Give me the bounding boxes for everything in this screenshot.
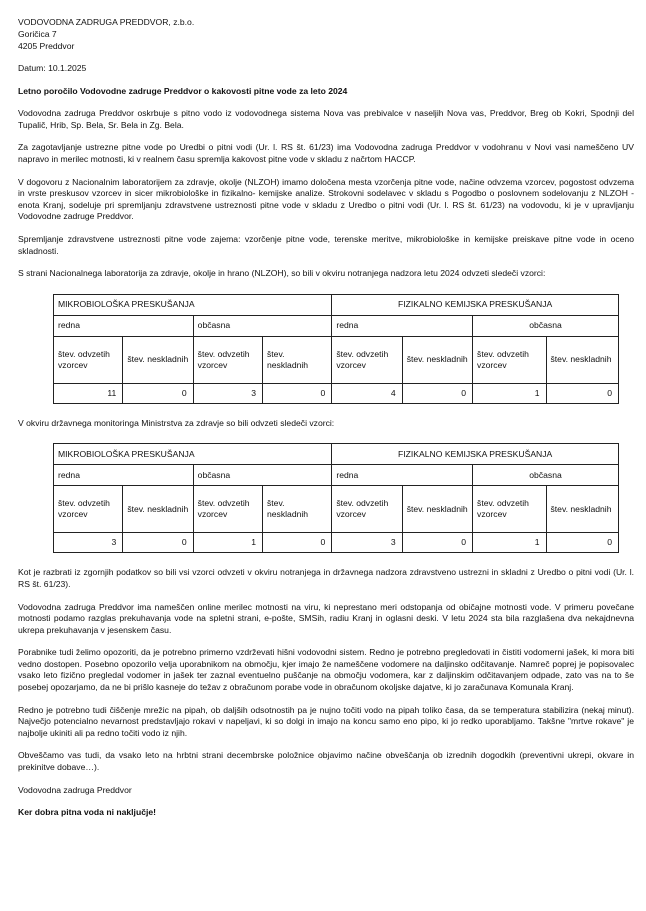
col-noncompliant: štev. neskladnih <box>262 486 331 533</box>
paragraph-notifications: Obveščamo vas tudi, da vsako leto na hrbtni strani decembrske položnice objavimo načine obveščanja ob izrednih dogodkih (preventivni ukrepi, okvare in prekinitve dobave…). <box>18 750 634 773</box>
value-cell: 3 <box>54 533 123 553</box>
phys-header: FIZIKALNO KEMIJSKA PRESKUŠANJA <box>332 294 619 315</box>
col-noncompliant: štev. neskladnih <box>262 336 331 383</box>
value-cell: 4 <box>332 383 402 403</box>
phys-occasional-header: občasna <box>473 315 619 336</box>
col-taken: štev. odvzetih vzorcev <box>473 336 546 383</box>
micro-regular-header: redna <box>54 465 194 486</box>
micro-header: MIKROBIOLOŠKA PRESKUŠANJA <box>54 444 332 465</box>
paragraph-monitoring-scope: Spremljanje zdravstvene ustreznosti pitne vode zajema: vzorčenje pitne vode, terenske meritve, mikrobiološke in kemijske preiskave pitne vode in oceno skladnosti. <box>18 233 634 256</box>
paragraph-internal-control-intro: S strani Nacionalnega laboratorija za zdravje, okolje in hrano (NLZOH), so bili v okviru notranjega nadzora letu 2024 odvzeti sledeči vzorci: <box>18 268 546 279</box>
value-cell: 1 <box>473 533 546 553</box>
col-noncompliant: štev. neskladnih <box>402 336 472 383</box>
col-taken: štev. odvzetih vzorcev <box>473 486 546 533</box>
state-monitoring-table <box>53 443 619 553</box>
value-cell: 0 <box>546 533 619 553</box>
signature: Vodovodna zadruga Preddvor <box>18 784 132 795</box>
phys-regular-header: redna <box>332 465 473 486</box>
col-taken: štev. odvzetih vzorcev <box>54 486 123 533</box>
paragraph-state-monitoring-intro: V okviru državnega monitoringa Ministrstva za zdravje so bili odvzeti sledeči vzorci: <box>18 417 335 428</box>
col-taken: štev. odvzetih vzorcev <box>332 336 402 383</box>
col-noncompliant: štev. neskladnih <box>546 336 619 383</box>
col-noncompliant: štev. neskladnih <box>123 486 193 533</box>
slogan: Ker dobra pitna voda ni naključje! <box>18 807 157 818</box>
value-cell: 1 <box>473 383 546 403</box>
paragraph-compliance: Kot je razbrati iz zgornjih podatkov so bili vsi vzorci odvzeti v okviru notranjega in državnega nadzora zdravstveno ustrezni in skladni z Uredbo o pitni vodi (Ur. l. RS št. 61/23). <box>18 567 634 589</box>
col-taken: štev. odvzetih vzorcev <box>332 486 402 533</box>
col-taken: štev. odvzetih vzorcev <box>193 336 262 383</box>
micro-occasional-header: občasna <box>193 465 332 486</box>
document-page <box>18 16 634 819</box>
paragraph-uv-device: Za zagotavljanje ustrezne pitne vode po Uredbi o pitni vodi (Ur. l. RS št. 61/23) ima Vodovodna zadruga Preddvor v vodohranu v Novi vasi nameščeno UV napravo in merilec motnosti, ki v realnem času spremlja kakovost pitne vode v skladu z načrtom HACCP. <box>18 142 634 164</box>
col-taken: štev. odvzetih vzorcev <box>193 486 262 533</box>
micro-regular-header: redna <box>54 315 194 336</box>
value-cell: 11 <box>54 383 123 403</box>
sender-name: VODOVODNA ZADRUGA PREDDVOR, z.b.o. <box>18 17 195 27</box>
value-cell: 0 <box>123 533 193 553</box>
paragraph-tap-cleaning: Redno je potrebno tudi čiščenje mrežic na pipah, ob daljših odsotnostih pa je nujno točiti vodo na pipah toliko časa, da se temperatura stabilizira (nekaj minut). Največjo potencialno nevarnost predstavljajo rokavi v napeljavi, ki so dolgi in imajo na koncu samo eno pipo, ki jo redko uporabljamo. Takšne "mrtve rokave" je najbolje ukiniti ali pa redno točiti vodo iz njih. <box>18 704 634 738</box>
value-cell: 1 <box>193 533 262 553</box>
col-taken: štev. odvzetih vzorcev <box>54 336 123 383</box>
sender-address <box>18 16 634 52</box>
paragraph-sampling-agreement: V dogovoru z Nacionalnim laboratorijem za zdravje, okolje (NLZOH) imamo določena mesta vzorčenja pitne vode, načine odvzema vzorcev, pogostost odvzema in vrste preskusov vzorcev in sicer mikrobiološke in fizikalno- kemijske analize. Strokovni sodelavec v skladu s Pogodbo o poslovnem sodelovanju z NLZOH - enota Kranj, sodeluje pri spremljanju zdravstvene ustreznosti pitne vode v skladu z Uredbo o pitni vodi (Ur. l. RS št. 61/23) na vodovodu, ki je v upravljanju Vodovodne zadruge Preddvor. <box>18 176 634 222</box>
phys-occasional-header: občasna <box>473 465 619 486</box>
value-cell: 3 <box>193 383 262 403</box>
document-title: Letno poročilo Vodovodne zadruge Preddvor o kakovosti pitne vode za leto 2024 <box>18 85 348 96</box>
value-cell: 0 <box>123 383 193 403</box>
sender-city: 4205 Preddvor <box>18 41 75 51</box>
paragraph-service-area: Vodovodna zadruga Preddvor oskrbuje s pitno vodo iz vodovodnega sistema Nova vas prebivalce v naseljih Nova vas, Preddvor, Breg ob Kokri, Spodnji del Tupalič, Hrib, Sp. Bela, Sr. Bela in Zg. Bela. <box>18 108 634 130</box>
col-noncompliant: štev. neskladnih <box>123 336 193 383</box>
document-date: Datum: 10.1.2025 <box>18 63 87 73</box>
paragraph-turbidity: Vodovodna zadruga Preddvor ima nameščen online merilec motnosti na viru, ki neprestano meri odstopanja od običajne motnosti vode. V primeru povečane motnosti podamo razglas prekuhavanja vode na spletni strani, e-pošte, SMSih, radiu Kranj in oglasni deski. V letu 2024 sta bila razglašena dva nekajdnevna ukrepa prekuhavanja v jesenskem času. <box>18 601 634 635</box>
value-cell: 0 <box>262 383 331 403</box>
micro-occasional-header: občasna <box>193 315 332 336</box>
value-cell: 0 <box>262 533 331 553</box>
col-noncompliant: štev. neskladnih <box>546 486 619 533</box>
micro-header: MIKROBIOLOŠKA PRESKUŠANJA <box>54 294 332 315</box>
internal-control-table <box>53 294 619 404</box>
sender-street: Goričica 7 <box>18 29 57 39</box>
col-noncompliant: štev. neskladnih <box>402 486 472 533</box>
value-cell: 0 <box>402 533 472 553</box>
value-cell: 3 <box>332 533 402 553</box>
paragraph-maintenance: Porabnike tudi želimo opozoriti, da je potrebno primerno vzdrževati hišni vodovodni sistem. Redno je potrebno pregledovati in čistiti vodomerni jašek, ki mora biti vedno dostopen. Posebno opozorilo velja uporabnikom na območju, kjer imajo že nameščene vodomere na daljinsko odčitavanje. Namreč poprej je popisovalec vsako leto fizično pregledal vodomer in jašek ter zaznal eventuelno puščanje na območju vodomera, kar z daljinskim odčitavanjem odpade, zato vas na to še posebej opozarjamo, da ne bi prišlo kasneje do težav z obračunom porabe vode in obračunom okoljske dajatve, ki jo zaračunava Komunala Kranj. <box>18 647 634 693</box>
phys-regular-header: redna <box>332 315 473 336</box>
phys-header: FIZIKALNO KEMIJSKA PRESKUŠANJA <box>332 444 619 465</box>
value-cell: 0 <box>546 383 619 403</box>
value-cell: 0 <box>402 383 472 403</box>
